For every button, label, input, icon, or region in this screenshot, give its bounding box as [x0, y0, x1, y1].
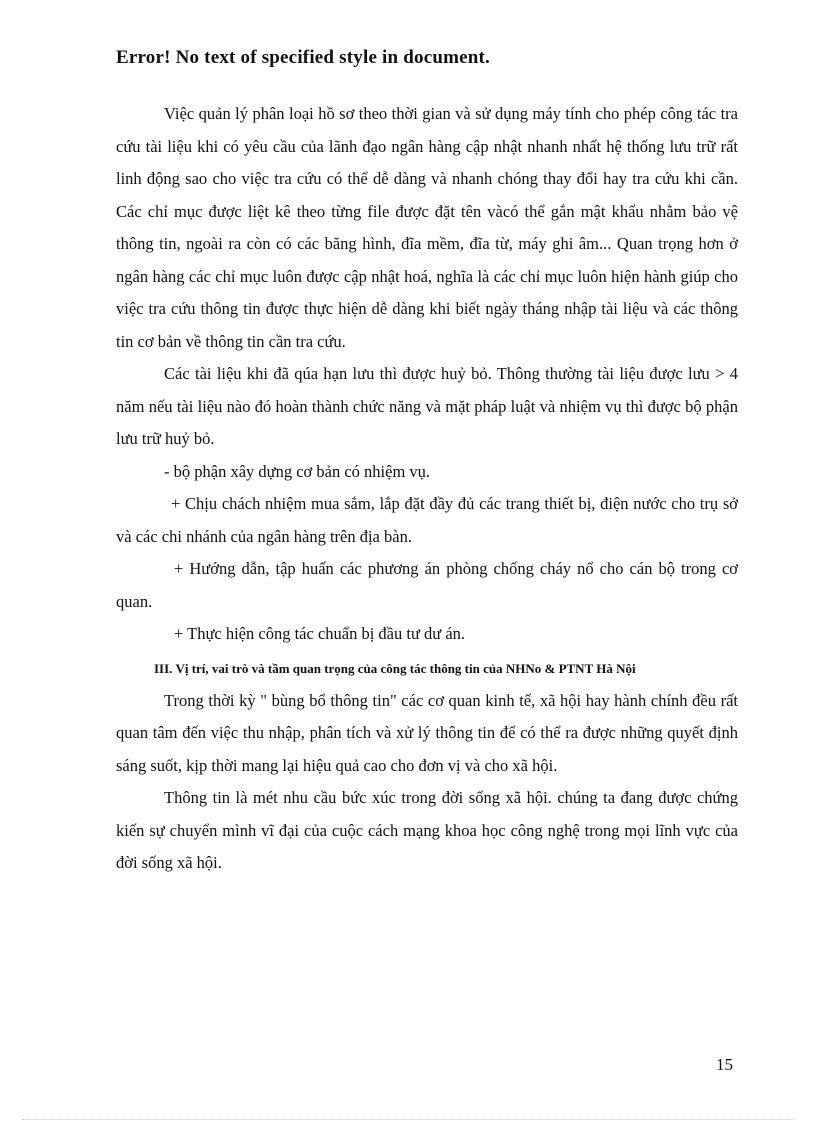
paragraph-document-disposal: Các tài liệu khi đã qúa hạn lưu thì được huỷ bỏ. Thông thường tài liệu được lưu > 4 năm nếu tài liệu nào đó hoàn thành chức năng và mặt pháp luật và nhiệm vụ thì được bộ phận lưu trữ huỷ bỏ.	[116, 364, 738, 448]
paragraph-information-boom: Trong thời kỳ " bùng bổ thông tin" các cơ quan kinh tế, xã hội hay hành chính đều rất quan tâm đến việc thu nhập, phân tích và xử lý thông tin để có thể ra được những quyết định sáng suốt, kịp thời mang lại hiệu quả cao cho đơn vị và cho xã hội.	[116, 690, 738, 775]
list-item-investment-prep: + Thực hiện công tác chuẩn bị đầu tư dư án.	[174, 624, 466, 643]
page-number: 15	[716, 1055, 733, 1074]
document-body	[116, 98, 738, 880]
paragraph-records-management: Việc quản lý phân loại hồ sơ theo thời gian và sử dụng máy tính cho phép công tác tra cứu tài liệu khi có yêu cầu của lãnh đạo ngân hàng cập nhật nhanh nhất hệ thống lưu trữ rất linh động sao cho việc tra cứu có thể dễ dàng và nhanh chóng thay đổi hay tra cứu khi cần. Các chỉ mục được liệt kê theo từng file được đặt tên vàcó thể gắn mật khẩu nhằm bảo vệ thông tin, ngoài ra còn có các băng hình, đĩa mềm, đĩa từ, máy ghi âm... Quan trọng hơn ở ngân hàng các chỉ mục luôn được cập nhật hoá, nghĩa là các chỉ mục luôn hiện hành giúp cho việc tra cứu thông tin được thực hiện dễ dàng khi biết ngày tháng nhập tài liệu và các thông tin cơ bản về thông tin cần tra cứu.	[116, 104, 738, 351]
section-heading: III. Vị trí, vai trò và tầm quan trọng của công tác thông tin của NHNo & PTNT Hà Nội	[154, 660, 636, 676]
footer-divider	[22, 1119, 794, 1120]
list-item-construction-dept: - bộ phận xây dựng cơ bản có nhiệm vụ.	[164, 461, 431, 481]
list-item-procurement: + Chịu chách nhiệm mua sắm, lắp đặt đầy đủ các trang thiết bị, điện nước cho trụ sở và các chi nhánh của ngân hàng trên địa bàn.	[116, 494, 738, 546]
list-item-fire-training: + Hướng dẫn, tập huấn các phương án phòng chống cháy nổ cho cán bộ trong cơ quan.	[116, 559, 738, 611]
paragraph-information-need: Thông tin là mét nhu cầu bức xúc trong đời sống xã hội. chúng ta đang được chứng kiến sự chuyển mình vĩ đại của cuộc cách mạng khoa học công nghệ trong mọi lĩnh vực của đời sống xã hội.	[116, 788, 738, 872]
header-error-text: Error! No text of specified style in document.	[116, 47, 491, 68]
